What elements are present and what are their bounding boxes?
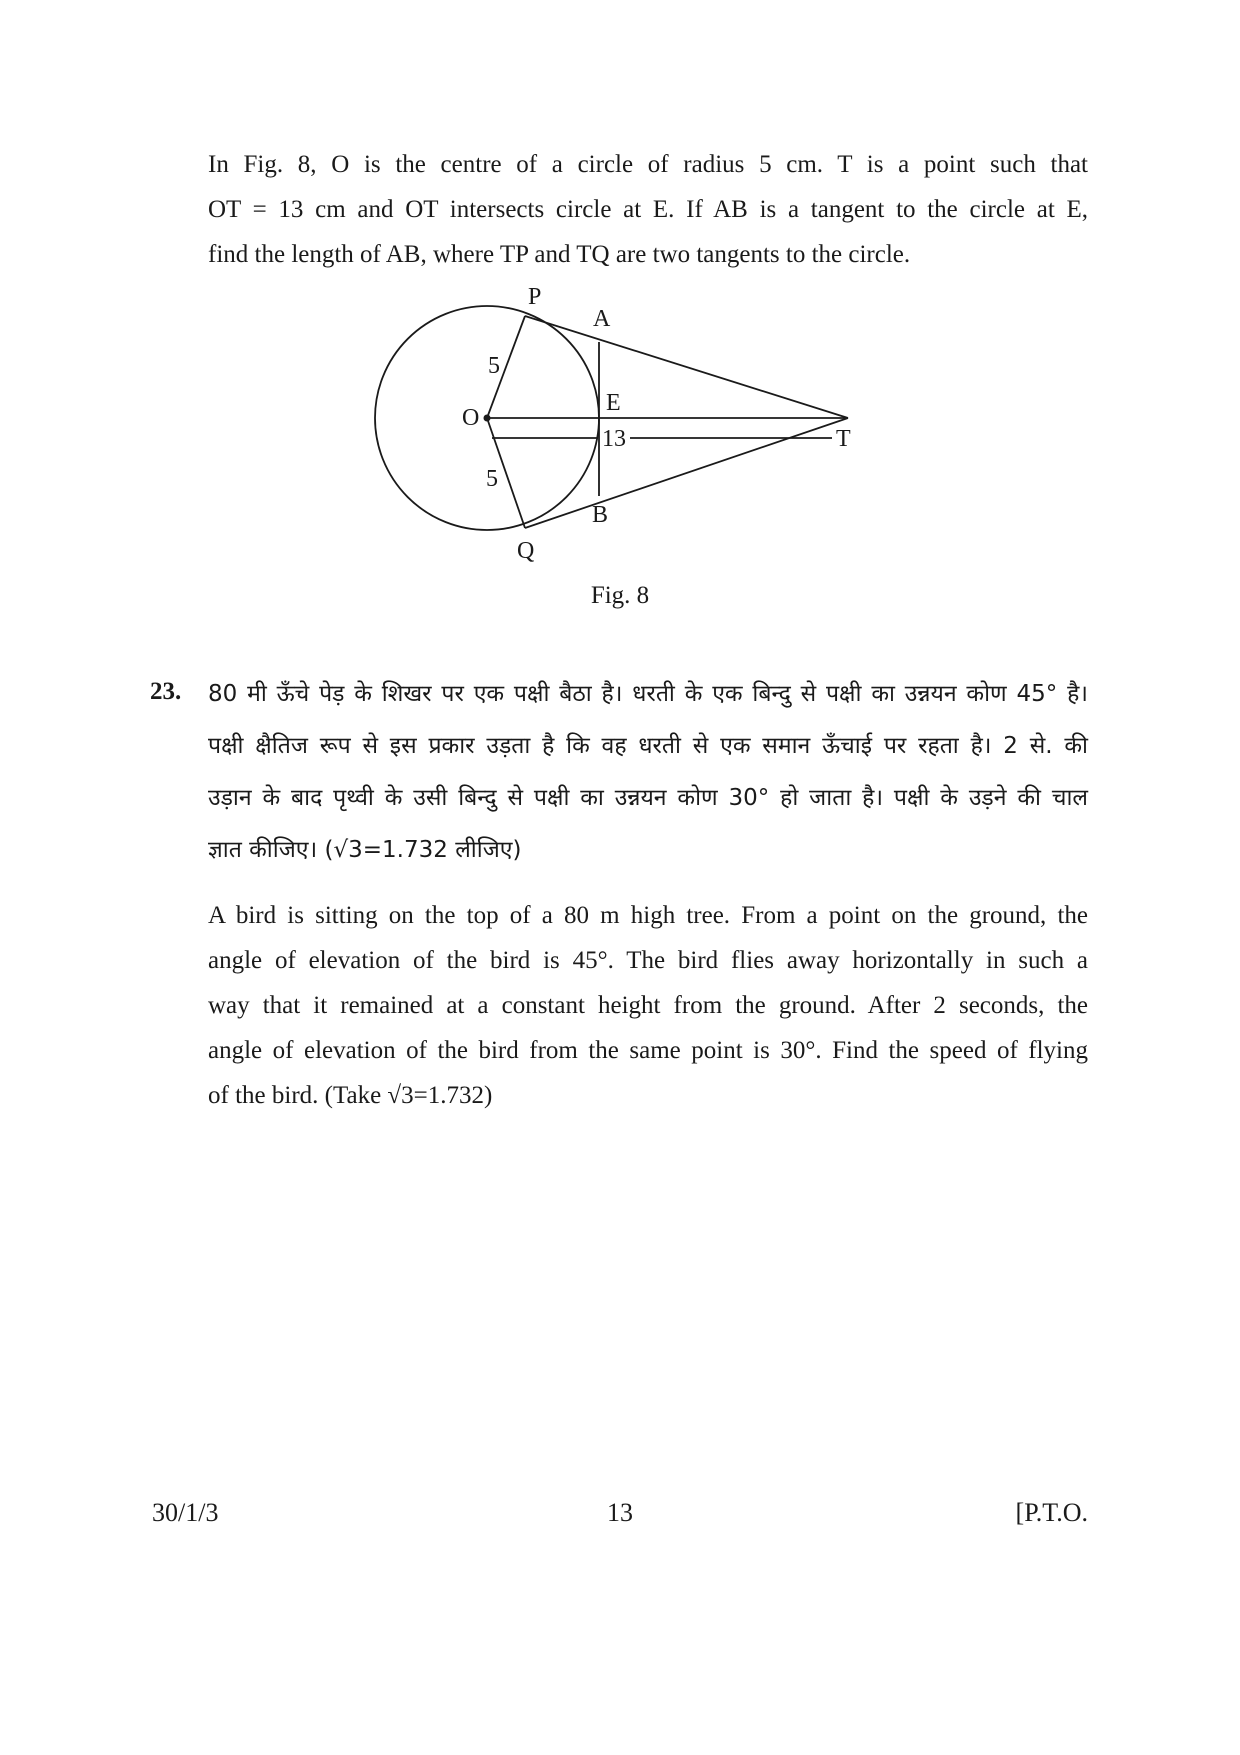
question-22-text (208, 142, 1088, 277)
please-turn-over: [P.T.O. (1015, 1498, 1088, 1527)
text-line: पक्षी क्षैतिज रूप से इस प्रकार उड़ता है कि वह धरती से एक समान ऊँचाई पर रहता है। 2 से. की (208, 733, 1088, 759)
label-o: O (462, 405, 480, 431)
question-23-hindi-text (208, 668, 1088, 876)
text-line: In Fig. 8, O is the centre of a circle of radius 5 cm. T is a point such that (208, 151, 1088, 178)
label-radius-bottom: 5 (486, 466, 498, 492)
text-line: ज्ञात कीजिए। (√3=1.732 लीजिए) (208, 837, 522, 863)
paper-code: 30/1/3 (152, 1498, 219, 1527)
tangent-tp (525, 316, 848, 418)
page-number: 13 (607, 1498, 633, 1527)
tangent-tq (525, 418, 848, 528)
label-q: Q (517, 538, 535, 564)
question-number: 23. (150, 678, 182, 705)
text-line: angle of elevation of the bird is 45°. The bird flies away horizontally in such a (208, 947, 1088, 974)
text-line: angle of elevation of the bird from the same point is 30°. Find the speed of flying (208, 1037, 1088, 1064)
label-t: T (836, 426, 851, 452)
label-b: B (592, 502, 609, 528)
text-line: 80 मी ऊँचे पेड़ के शिखर पर एक पक्षी बैठा है। धरती के एक बिन्दु से पक्षी का उन्नयन कोण 45° है। (208, 681, 1088, 707)
question-23-english-text (208, 893, 1088, 1118)
figure-8-diagram (360, 284, 880, 574)
text-line: way that it remained at a constant height from the ground. After 2 seconds, the (208, 992, 1088, 1019)
text-line: OT = 13 cm and OT intersects circle at E. If AB is a tangent to the circle at E, (208, 196, 1088, 223)
label-a: A (593, 306, 611, 332)
label-radius-top: 5 (488, 353, 500, 379)
text-line: of the bird. (Take √3=1.732) (208, 1082, 493, 1109)
text-line: A bird is sitting on the top of a 80 m high tree. From a point on the ground, the (208, 902, 1088, 929)
figure-caption: Fig. 8 (590, 582, 650, 609)
label-ot-length: 13 (602, 426, 626, 452)
label-e: E (606, 390, 621, 416)
centre-point (484, 415, 491, 422)
text-line: find the length of AB, where TP and TQ are two tangents to the circle. (208, 241, 911, 268)
label-p: P (528, 284, 542, 310)
text-line: उड़ान के बाद पृथ्वी के उसी बिन्दु से पक्षी का उन्नयन कोण 30° हो जाता है। पक्षी के उड़ने की चाल (208, 785, 1088, 811)
